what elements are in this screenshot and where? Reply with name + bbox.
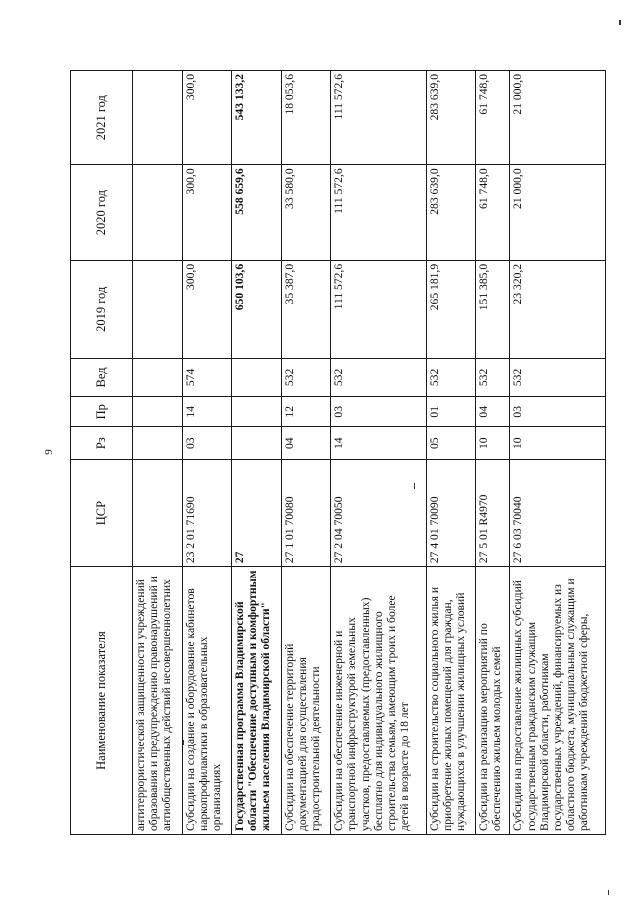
row-2021 [133, 71, 183, 165]
row-ved: 532 [426, 358, 476, 396]
row-name: Субсидии на обеспечение инженерной и транспортной инфраструктурой земельных участков, предоставляемых (предоставленных) бесплатно для индивидуального жилищного строительства семьям, имеющим троих и более детей в возрасте до 18 лет [331, 567, 427, 835]
row-2021: 300,0 [182, 71, 232, 165]
row-rz: 05 [426, 427, 476, 460]
row-name: Субсидии на предоставление жилищных субсидий государственным гражданским служащим Владимирской области, работникам государственных учреждений, финансируемых из областного бюджета, муниципальным служащим и работникам учреждений бюджетной сферы, [510, 567, 606, 835]
row-pr: 04 [476, 397, 510, 427]
row-name: Субсидии на строительство социального жилья и приобретение жилых помещений для граждан, нуждающихся в улучшении жилищных условий [426, 567, 476, 835]
header-row [71, 71, 133, 835]
row-2021: 18 053,6 [281, 71, 331, 165]
row-csr: 27 6 03 70040 [510, 460, 606, 567]
col-header-csr: ЦСР [71, 460, 133, 567]
row-2021: 543 133,2 [232, 71, 282, 165]
row-csr: 27 4 01 70090 [426, 460, 476, 567]
row-2020: 558 659,6 [232, 165, 282, 261]
row-2020 [133, 165, 183, 261]
row-2020: 300,0 [182, 165, 232, 261]
row-ved: 574 [182, 358, 232, 396]
row-2019: 151 385,0 [476, 260, 510, 358]
row-ved: 532 [476, 358, 510, 396]
row-2019: 23 320,2 [510, 260, 606, 358]
row-ved: 532 [281, 358, 331, 396]
row-rz [232, 427, 282, 460]
row-name: Субсидии на обеспечение территорий документацией для осуществления градостроительной деятельности [281, 567, 331, 835]
scan-speck [183, 740, 184, 745]
row-2020: 61 748,0 [476, 165, 510, 261]
row-rz: 04 [281, 427, 331, 460]
row-ved: 532 [331, 358, 427, 396]
row-rz: 14 [331, 427, 427, 460]
table-row [232, 71, 282, 835]
row-2019 [133, 260, 183, 358]
table-row [182, 71, 232, 835]
row-2021: 111 572,6 [331, 71, 427, 165]
row-ved [232, 358, 282, 396]
scan-speck [619, 20, 621, 25]
row-ved [133, 358, 183, 396]
col-header-ved: Вед [71, 358, 133, 396]
row-2020: 111 572,6 [331, 165, 427, 261]
budget-table [70, 70, 606, 835]
row-rz: 03 [182, 427, 232, 460]
scan-speck [608, 890, 609, 895]
row-pr: 03 [510, 397, 606, 427]
row-pr: 14 [182, 397, 232, 427]
row-2019: 111 572,6 [331, 260, 427, 358]
table-row [476, 71, 510, 835]
col-header-2021: 2021 год [71, 71, 133, 165]
row-name: Субсидии на реализацию мероприятий по обеспечению жильем молодых семей [476, 567, 510, 835]
row-name: антитеррористической защищенности учреждений образования и предупреждению правонарушений и антиобщественных действий несовершеннолетних [133, 567, 183, 835]
table-row [426, 71, 476, 835]
col-header-pr: Пр [71, 397, 133, 427]
row-pr: 03 [331, 397, 427, 427]
scan-speck [414, 483, 415, 489]
row-pr [133, 397, 183, 427]
row-2020: 21 000,0 [510, 165, 606, 261]
row-rz: 10 [476, 427, 510, 460]
table-row [133, 71, 183, 835]
col-header-name: Наименование показателя [71, 567, 133, 835]
row-pr: 01 [426, 397, 476, 427]
row-csr: 27 [232, 460, 282, 567]
col-header-2020: 2020 год [71, 165, 133, 261]
row-rz: 10 [510, 427, 606, 460]
row-2021: 21 000,0 [510, 71, 606, 165]
table-row [281, 71, 331, 835]
row-csr: 27 1 01 70080 [281, 460, 331, 567]
row-2019: 650 103,6 [232, 260, 282, 358]
row-2019: 300,0 [182, 260, 232, 358]
table-row [510, 71, 606, 835]
col-header-rz: Рз [71, 427, 133, 460]
row-csr: 27 2 04 70050 [331, 460, 427, 567]
row-2020: 33 580,0 [281, 165, 331, 261]
row-name: Субсидии на создание и оборудование кабинетов наркопрофилактики в образовательных организациях [182, 567, 232, 835]
row-rz [133, 427, 183, 460]
rotated-table-container [70, 70, 606, 835]
row-2021: 61 748,0 [476, 71, 510, 165]
row-2019: 35 387,0 [281, 260, 331, 358]
row-2020: 283 639,0 [426, 165, 476, 261]
col-header-2019: 2019 год [71, 260, 133, 358]
row-csr [133, 460, 183, 567]
row-pr: 12 [281, 397, 331, 427]
row-csr: 23 2 01 71690 [182, 460, 232, 567]
row-2021: 283 639,0 [426, 71, 476, 165]
row-csr: 27 5 01 R4970 [476, 460, 510, 567]
row-name: Государственная программа Владимирской области "Обеспечение доступным и комфортным жильем населения Владимирской области" [232, 567, 282, 835]
row-2019: 265 181,9 [426, 260, 476, 358]
page-number: 9 [42, 449, 55, 455]
row-ved: 532 [510, 358, 606, 396]
table-row [331, 71, 427, 835]
row-pr [232, 397, 282, 427]
